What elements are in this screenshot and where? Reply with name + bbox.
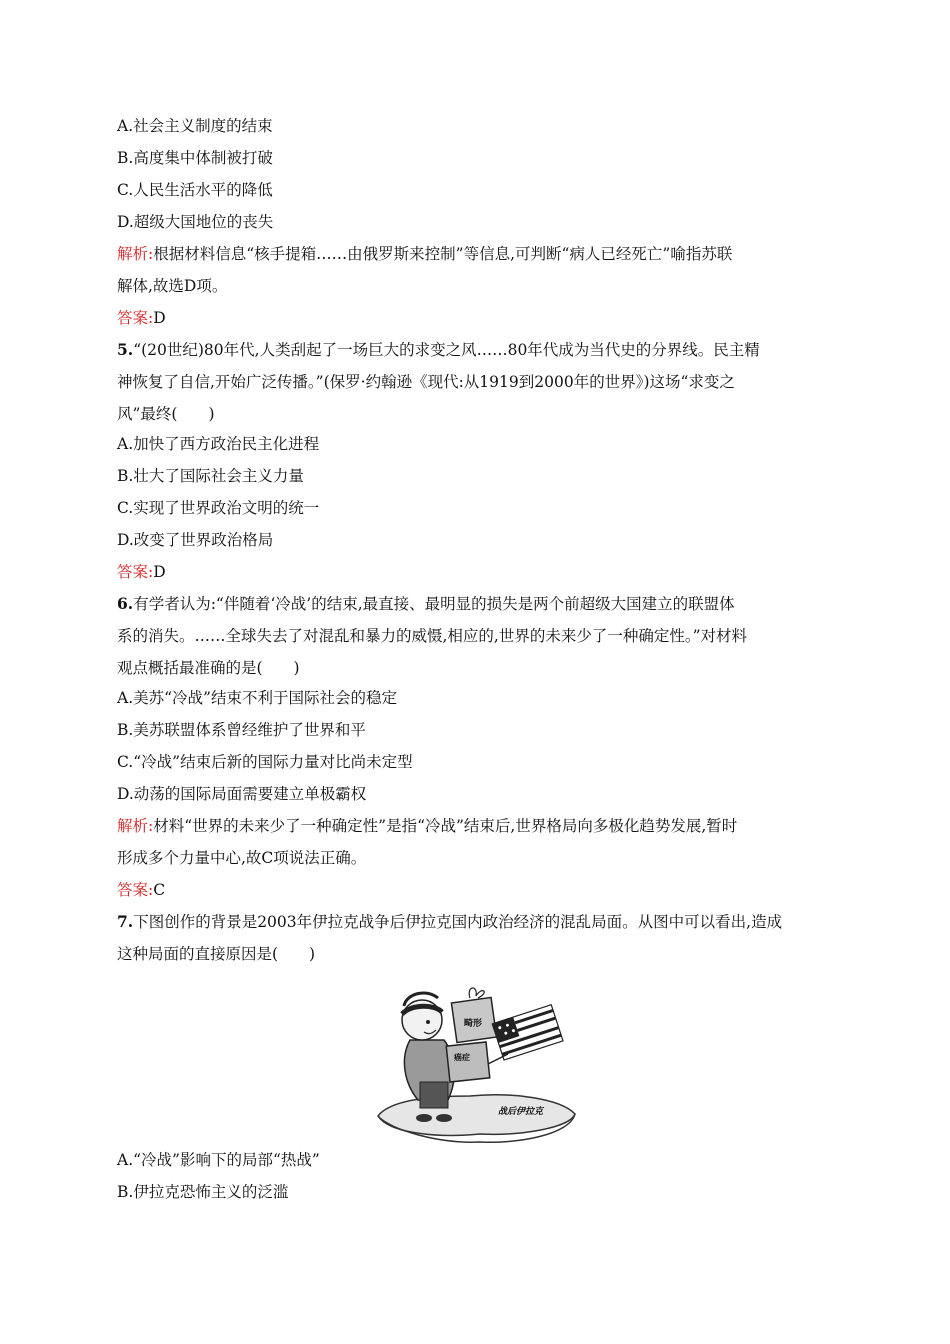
q5-option-d: D.改变了世界政治格局: [117, 531, 274, 549]
q4-analysis-text-1: 根据材料信息“核手提箱……由俄罗斯来控制”等信息,可判断“病人已经死亡”喻指苏联: [153, 245, 733, 263]
q6-stem-line-1: [117, 594, 735, 614]
box-bottom-label: 癌症: [454, 1053, 470, 1062]
person-foot-left: [416, 1114, 432, 1122]
q4-option-a: A.社会主义制度的结束: [117, 117, 273, 135]
q6-stem-text-1: 有学者认为:“伴随着‘冷战’的结束,最直接、最明显的损失是两个前超级大国建立的联盟体: [133, 595, 735, 613]
ground-label: 战后伊拉克: [498, 1107, 544, 1117]
q6-option-d: D.动荡的国际局面需要建立单极霸权: [117, 785, 367, 803]
q7-number: 7.: [117, 912, 134, 931]
q6-option-c: C.“冷战”结束后新的国际力量对比尚未定型: [117, 753, 413, 771]
q5-stem-line-2: 神恢复了自信,开始广泛传播。”(保罗·约翰逊《现代:从1919到2000年的世界》)这场“求变之: [117, 373, 735, 391]
box-ribbon: [469, 988, 484, 998]
q6-answer-label: 答案:: [117, 881, 154, 899]
q7-stem-line-1: [117, 912, 782, 932]
person-eye: [426, 1020, 430, 1024]
q5-option-c: C.实现了世界政治文明的统一: [117, 499, 320, 517]
q5-answer: [117, 562, 166, 582]
q6-analysis-text-1: 材料“世界的未来少了一种确定性”是指“冷战”结束后,世界格局向多极化趋势发展,暂时: [153, 817, 738, 835]
q4-option-d: D.超级大国地位的丧失: [117, 213, 274, 231]
q4-analysis-line-2: 解体,故选D项。: [117, 277, 228, 295]
island-ground: [378, 1095, 575, 1136]
q5-option-a: A.加快了西方政治民主化进程: [117, 435, 320, 453]
q7-option-b: B.伊拉克恐怖主义的泛滥: [117, 1183, 289, 1201]
q6-option-b: B.美苏联盟体系曾经维护了世界和平: [117, 721, 366, 739]
q5-stem-text-1: “(20世纪)80年代,人类刮起了一场巨大的求变之风……80年代成为当代史的分界线。民主精: [133, 341, 760, 359]
q6-stem-line-3: 观点概括最准确的是( ): [117, 659, 300, 677]
q4-answer-value: D: [153, 309, 166, 327]
q7-cartoon-figure: [370, 978, 580, 1146]
q5-answer-value: D: [153, 563, 166, 581]
q6-answer: [117, 880, 165, 900]
q4-answer: [117, 308, 166, 328]
q5-stem-line-3: 风”最终( ): [117, 405, 215, 423]
q6-analysis-line-2: 形成多个力量中心,故C项说法正确。: [117, 849, 367, 867]
q7-option-a: A.“冷战”影响下的局部“热战”: [117, 1151, 320, 1169]
q4-option-b: B.高度集中体制被打破: [117, 149, 273, 167]
box-top-label: 畸形: [464, 1019, 483, 1029]
q6-answer-value: C: [153, 881, 166, 899]
q4-option-c: C.人民生活水平的降低: [117, 181, 273, 199]
box-bottom: [446, 1042, 490, 1082]
q7-stem-line-2: 这种局面的直接原因是( ): [117, 945, 316, 963]
q6-option-a: A.美苏“冷战”结束不利于国际社会的稳定: [117, 689, 397, 707]
q6-analysis-label: 解析:: [117, 817, 154, 835]
q4-analysis-label: 解析:: [117, 245, 154, 263]
q6-analysis-line-1: [117, 816, 737, 836]
q6-number: 6.: [117, 594, 134, 613]
q6-stem-line-2: 系的消失。……全球失去了对混乱和暴力的威慑,相应的,世界的未来少了一种确定性。”对材料: [117, 627, 748, 645]
q5-option-b: B.壮大了国际社会主义力量: [117, 467, 304, 485]
q5-stem-line-1: [117, 340, 760, 360]
us-flag-hand: [492, 1005, 563, 1060]
q5-number: 5.: [117, 340, 134, 359]
person-foot-right: [436, 1114, 452, 1122]
q5-answer-label: 答案:: [117, 563, 154, 581]
q4-analysis-line-1: [117, 244, 732, 264]
person-skirt: [420, 1082, 448, 1108]
q7-stem-text-1: 下图创作的背景是2003年伊拉克战争后伊拉克国内政治经济的混乱局面。从图中可以看出,造成: [133, 913, 783, 931]
q4-answer-label: 答案:: [117, 309, 154, 327]
